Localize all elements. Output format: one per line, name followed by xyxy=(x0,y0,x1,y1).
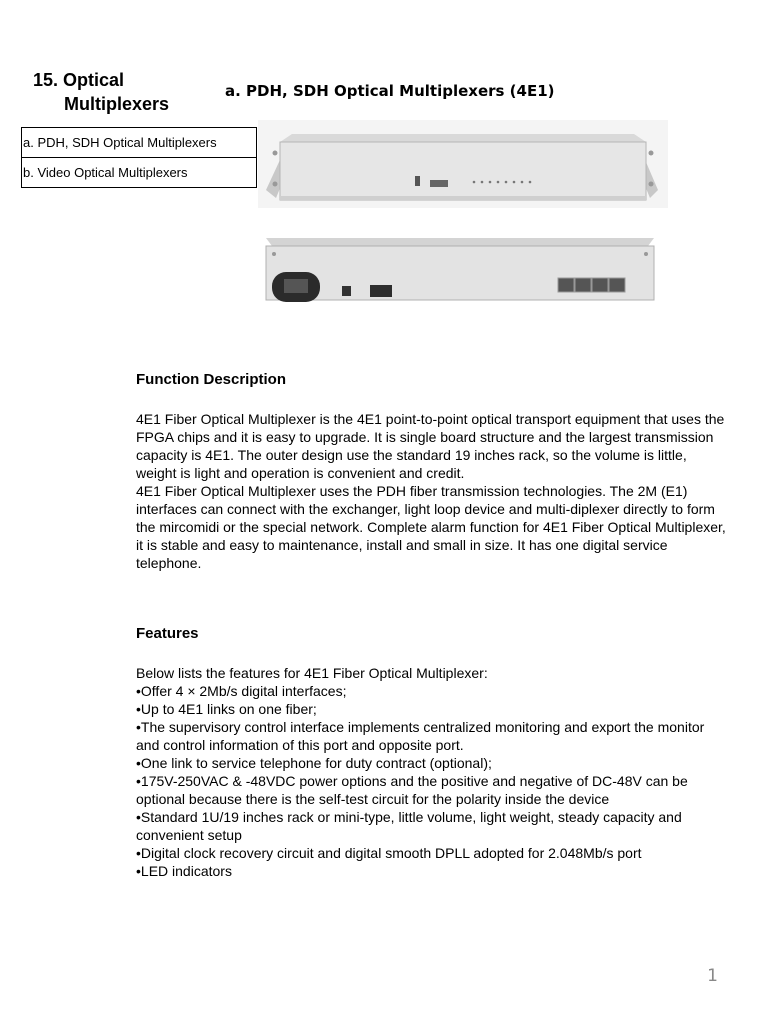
function-description-paragraph-2: 4E1 Fiber Optical Multiplexer uses the PDH fiber transmission technologies. The 2M (E1) interfaces can connect with the exchanger, light loop device and multi-diplexer directly to form the mircomidi or the special network. Complete alarm function for 4E1 Fiber Optical Multiplexer, it is stable and easy to maintenance, install and small in size. It has one digital service telephone. xyxy=(136,483,726,571)
device-rear-photo xyxy=(262,230,658,306)
feature-item: •The supervisory control interface implements centralized monitoring and export the monitor and control information of this port and opposite port. xyxy=(136,719,705,753)
features-list xyxy=(136,664,726,880)
section-nav xyxy=(21,127,257,188)
feature-item: •Up to 4E1 links on one fiber; xyxy=(136,701,317,717)
features-intro: Below lists the features for 4E1 Fiber Optical Multiplexer: xyxy=(136,665,488,681)
feature-item: •Offer 4 × 2Mb/s digital interfaces; xyxy=(136,683,347,699)
feature-item: •LED indicators xyxy=(136,863,232,879)
function-description-heading: Function Description xyxy=(136,371,286,388)
feature-item: •One link to service telephone for duty contract (optional); xyxy=(136,755,492,771)
feature-item: •Standard 1U/19 inches rack or mini-type, little volume, light weight, steady capacity and convenient setup xyxy=(136,809,682,843)
feature-item: •175V-250VAC & -48VDC power options and the positive and negative of DC-48V can be optional because there is the self-test circuit for the polarity inside the device xyxy=(136,773,688,807)
section-title-line2: Multiplexers xyxy=(64,94,170,114)
feature-item: •Digital clock recovery circuit and digital smooth DPLL adopted for 2.048Mb/s port xyxy=(136,845,642,861)
subsection-title: a. PDH, SDH Optical Multiplexers (4E1) xyxy=(225,82,555,100)
device-front-photo xyxy=(258,120,668,208)
nav-link-video[interactable]: b. Video Optical Multiplexers xyxy=(22,158,256,188)
section-title-line1: 15. Optical xyxy=(33,70,125,90)
nav-link-pdh-sdh[interactable]: a. PDH, SDH Optical Multiplexers xyxy=(22,128,256,158)
section-title xyxy=(33,68,169,116)
function-description-paragraph-1: 4E1 Fiber Optical Multiplexer is the 4E1 point-to-point optical transport equipment that uses the FPGA chips and it is easy to upgrade. It is single board structure and the largest transmission capacity is 4E1. The outer design use the standard 19 inches rack, so the volume is little, weight is light and operation is convenient and credit. xyxy=(136,411,725,481)
page-number: 1 xyxy=(707,966,718,986)
features-heading: Features xyxy=(136,625,199,642)
